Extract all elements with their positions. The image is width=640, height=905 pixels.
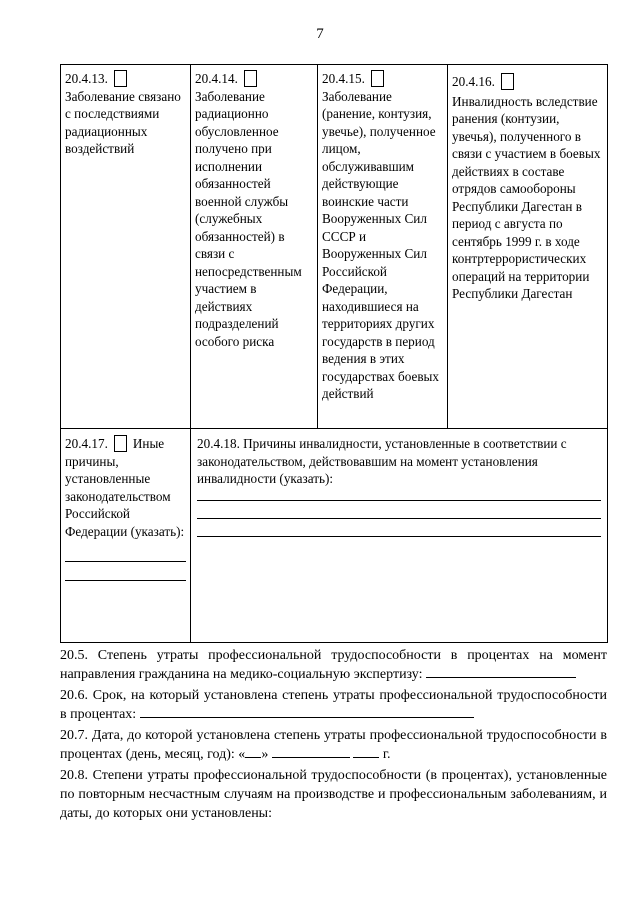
answer-line[interactable] — [65, 540, 186, 562]
paragraph-20-5 — [60, 646, 607, 684]
item-first-word: Иные — [132, 436, 165, 451]
month-field[interactable] — [272, 745, 350, 758]
cell-20-4-18 — [191, 429, 608, 643]
cell-20-4-15 — [318, 65, 448, 429]
item-code: 20.4.16. — [452, 74, 495, 89]
item-code: 20.4.15. — [322, 71, 365, 86]
item-code: 20.4.14. — [195, 71, 238, 86]
answer-line[interactable] — [197, 519, 601, 537]
cell-20-4-17 — [61, 429, 191, 643]
item-code: 20.4.17. — [65, 436, 108, 451]
answer-line[interactable] — [197, 501, 601, 519]
item-text: Инвалидность вследствие ранения (контузии, увечья), полученного в связи с участием в боевых действиях в составе отрядов самообороны Республики Дагестан в период с августа по сентябрь 1999 г. в ходе контртеррористических операций на территории Республики Дагестан — [452, 93, 601, 301]
table-row — [61, 65, 608, 429]
paragraph-text: 20.7. Дата, до которой установлена степень утраты профессиональной трудоспособности в процентах (день, месяц, год): « — [60, 728, 607, 762]
item-text: Заболевание радиационно обусловленное получено при исполнении обязанностей военной службы (служебных обязанностей) в связи с непосредственным участием в действиях подразделений особого риска — [195, 88, 302, 349]
causes-table — [60, 64, 608, 643]
item-text: Заболевание связано с последствиями радиационных воздействий — [65, 88, 181, 156]
checkbox-20-4-17[interactable] — [114, 435, 127, 452]
answer-line[interactable] — [426, 665, 576, 678]
page-number: 7 — [316, 26, 324, 42]
table-row — [61, 429, 608, 643]
item-text: причины, установленные законодательством Российской Федерации (указать): — [65, 453, 185, 539]
answer-line[interactable] — [140, 705, 474, 718]
cell-20-4-13 — [61, 65, 191, 429]
answer-line[interactable] — [197, 488, 601, 501]
cell-20-4-14 — [191, 65, 318, 429]
day-field[interactable] — [245, 745, 261, 758]
item-text: 20.4.18. Причины инвалидности, установленные в соответствии с законодательством, действовавшим на момент установления инвалидности (указать): — [197, 436, 567, 486]
paragraph-text: 20.5. Степень утраты профессиональной трудоспособности в процентах на момент направления гражданина на медико-социальную экспертизу: — [60, 648, 607, 682]
paragraph-text: 20.6. Срок, на который установлена степень утраты профессиональной трудоспособности в процентах: — [60, 688, 607, 722]
item-code: 20.4.13. — [65, 71, 108, 86]
checkbox-20-4-16[interactable] — [501, 73, 514, 90]
paragraph-20-6 — [60, 686, 607, 724]
paragraph-text: » — [261, 747, 269, 762]
checkbox-20-4-14[interactable] — [244, 70, 257, 87]
checkbox-20-4-13[interactable] — [114, 70, 127, 87]
answer-line[interactable] — [65, 562, 186, 581]
checkbox-20-4-15[interactable] — [371, 70, 384, 87]
paragraph-20-7 — [60, 726, 607, 764]
paragraph-text: г. — [382, 747, 391, 762]
item-text: Заболевание (ранение, контузия, увечье), полученное лицом, обслуживавшим действующие воинские части Вооруженных Сил СССР и Вооруженных Сил Российской Федерации, находившиеся на территориях других государств в период ведения в этих государствах боевых действий — [322, 88, 440, 401]
cell-20-4-16 — [448, 65, 608, 429]
paragraph-20-8 — [60, 766, 607, 823]
paragraph-text: 20.8. Степени утраты профессиональной трудоспособности (в процентах), установленные по повторным несчастным случаям на производстве и профессиональным заболеваниям, и даты, до которых они установлены: — [60, 768, 607, 821]
year-field[interactable] — [353, 745, 379, 758]
